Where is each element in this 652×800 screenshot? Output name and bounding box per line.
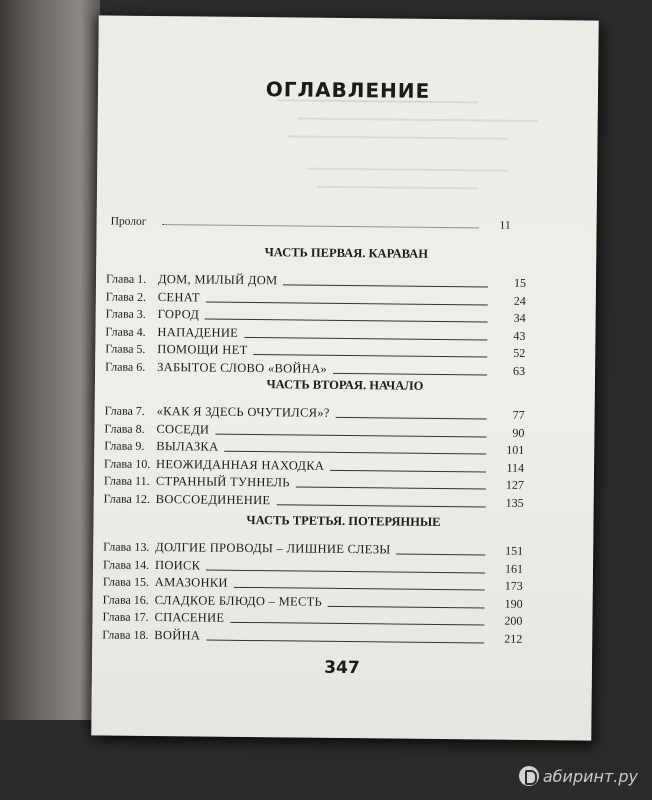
leader-line <box>244 337 487 341</box>
chapter-number: Глава 5. <box>105 341 146 357</box>
leader-line <box>230 622 484 626</box>
chapter-title: АМАЗОНКИ <box>154 575 228 590</box>
chapter-number: Глава 18. <box>102 627 149 642</box>
chapter-title: ГОРОД <box>157 307 200 322</box>
leader-line <box>396 554 485 556</box>
chapter-title: СПАСЕНИЕ <box>154 610 225 626</box>
chapter-number: Глава 11. <box>103 473 150 489</box>
leader-line <box>224 451 486 455</box>
chapter-page: 212 <box>504 631 523 646</box>
watermark-text: абиринт.ру <box>542 766 638 786</box>
leader-line <box>336 417 487 420</box>
chapter-page: 34 <box>513 310 526 326</box>
chapter-title: ВОССОЕДИНЕНИЕ <box>155 492 271 508</box>
chapter-page: 77 <box>512 407 525 422</box>
chapter-title: «КАК Я ЗДЕСЬ ОЧУТИЛСЯ»? <box>156 404 330 420</box>
leader-line <box>283 284 488 287</box>
prolog-page: 11 <box>499 219 511 232</box>
left-page-edge <box>0 0 100 720</box>
chapter-page: 135 <box>505 495 524 510</box>
bleed-through-text <box>307 168 507 172</box>
chapter-title: ПОМОЩИ НЕТ <box>157 342 248 358</box>
chapter-number: Глава 12. <box>103 491 150 506</box>
chapter-page: 63 <box>513 363 526 378</box>
part-heading: ЧАСТЬ ПЕРВАЯ. КАРАВАН <box>264 245 429 261</box>
watermark <box>519 766 638 786</box>
part-heading: ЧАСТЬ ВТОРАЯ. НАЧАЛО <box>266 377 424 393</box>
leader-line <box>253 354 487 357</box>
chapter-number: Глава 14. <box>102 557 150 572</box>
chapter-number: Глава 6. <box>105 359 146 374</box>
chapter-title: ДОЛГИЕ ПРОВОДЫ – ЛИШНИЕ СЛЕЗЫ <box>155 540 391 557</box>
chapter-number: Глава 3. <box>105 306 146 322</box>
chapter-number: Глава 8. <box>104 421 145 436</box>
toc-title: ОГЛАВЛЕНИЕ <box>265 77 431 103</box>
leader-line <box>296 487 486 490</box>
chapter-title: СТРАННЫЙ ТУННЕЛЬ <box>155 474 290 490</box>
chapter-number: Глава 13. <box>103 539 150 554</box>
chapter-title: ПОИСК <box>154 557 201 573</box>
chapter-page: 15 <box>513 275 527 290</box>
chapter-number: Глава 9. <box>104 438 145 454</box>
part-heading: ЧАСТЬ ТРЕТЬЯ. ПОТЕРЯННЫЕ <box>246 512 441 530</box>
leader-line <box>330 470 486 473</box>
chapter-page: 90 <box>512 425 525 440</box>
chapter-title: НЕОЖИДАННАЯ НАХОДКА <box>156 456 325 473</box>
leader-line <box>163 224 479 228</box>
bleed-through-text <box>317 186 477 190</box>
leader-line <box>205 319 488 323</box>
chapter-title: СЕНАТ <box>157 289 200 305</box>
chapter-page: 161 <box>504 561 524 576</box>
prolog-label: Пролог <box>110 215 147 228</box>
chapter-title: ВОЙНА <box>154 628 201 643</box>
chapter-page: 200 <box>504 614 523 629</box>
leader-line <box>206 301 488 305</box>
chapter-number: Глава 2. <box>105 289 147 304</box>
leader-line <box>328 606 485 609</box>
bleed-through-text <box>288 135 508 139</box>
leader-line <box>215 433 486 437</box>
book-page <box>91 15 599 740</box>
chapter-title: НАПАДЕНИЕ <box>157 324 239 340</box>
leader-line <box>206 569 485 573</box>
chapter-number: Глава 1. <box>105 271 147 286</box>
chapter-page: 127 <box>505 478 524 493</box>
chapter-number: Глава 17. <box>102 609 149 625</box>
leader-line <box>333 373 487 376</box>
chapter-page: 151 <box>505 543 524 558</box>
chapter-title: ДОМ, МИЛЫЙ ДОМ <box>157 272 278 288</box>
chapter-page: 43 <box>513 328 526 343</box>
chapter-page: 114 <box>506 460 525 475</box>
chapter-title: ВЫЛАЗКА <box>156 439 219 454</box>
page-number: 347 <box>324 657 360 679</box>
prolog-row <box>111 212 511 232</box>
chapter-page: 101 <box>506 442 525 458</box>
chapter-page: 24 <box>513 293 526 308</box>
leader-line <box>234 587 485 591</box>
chapter-title: СЛАДКОЕ БЛЮДО – МЕСТЬ <box>154 592 323 609</box>
chapter-row <box>102 625 522 646</box>
chapter-page: 173 <box>504 578 523 594</box>
chapter-page: 52 <box>513 346 526 361</box>
chapter-row <box>104 489 524 510</box>
leader-line <box>276 504 485 507</box>
chapter-page: 190 <box>504 596 523 611</box>
labirint-logo-icon <box>519 766 539 786</box>
chapter-number: Глава 16. <box>102 592 149 607</box>
chapter-number: Глава 4. <box>105 324 146 339</box>
chapter-number: Глава 10. <box>104 456 151 471</box>
chapter-number: Глава 7. <box>104 403 145 418</box>
leader-line <box>206 640 484 644</box>
chapter-number: Глава 15. <box>102 574 150 590</box>
bleed-through-text <box>298 117 538 122</box>
chapter-title: ЗАБЫТОЕ СЛОВО «ВОЙНА» <box>157 360 328 376</box>
chapter-title: СОСЕДИ <box>156 421 210 437</box>
